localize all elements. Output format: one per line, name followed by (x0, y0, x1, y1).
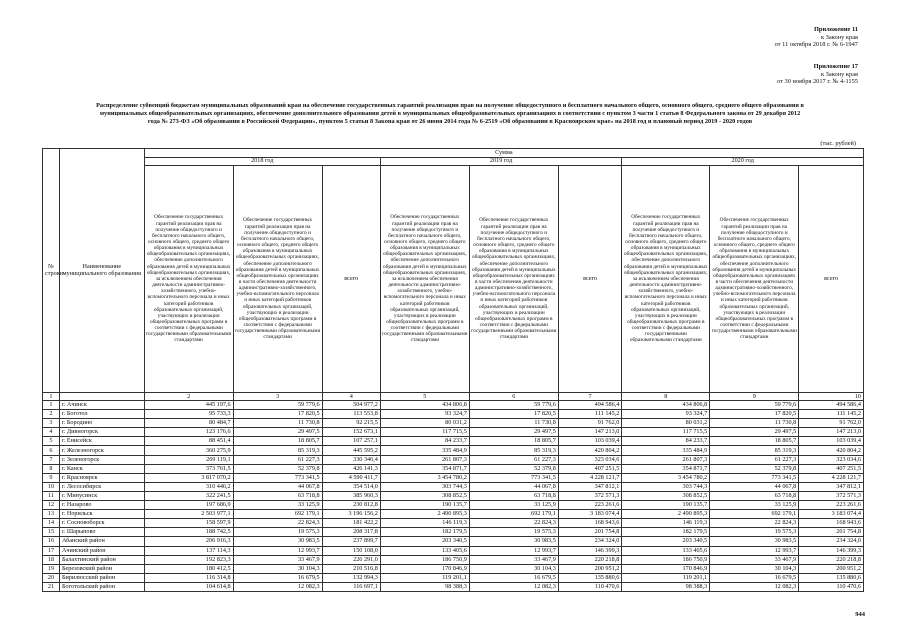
appendix-11-block (775, 26, 858, 49)
amount-cell: 103 039,4 (799, 437, 864, 446)
amount-cell: 61 227,3 (233, 455, 322, 464)
column-index (59, 393, 144, 401)
amount-cell: 494 586,4 (558, 401, 622, 410)
amount-cell: 133 405,6 (380, 546, 469, 555)
amount-cell: 360 275,9 (144, 446, 233, 455)
amount-cell: 170 846,9 (380, 564, 469, 573)
row-number: 5 (43, 437, 60, 446)
amount-cell: 234 324,0 (799, 537, 864, 546)
row-number: 9 (43, 473, 60, 482)
amount-cell: 692 179,1 (469, 510, 558, 519)
amount-cell: 30 104,3 (710, 564, 799, 573)
amount-cell: 420 804,2 (799, 446, 864, 455)
column-index: 7 (558, 393, 622, 401)
amount-cell: 12 993,7 (469, 546, 558, 555)
amount-cell: 29 497,5 (469, 428, 558, 437)
municipality-name: г. Енисейск (59, 437, 144, 446)
amount-cell: 111 145,2 (799, 410, 864, 419)
page-number: 944 (855, 611, 865, 618)
amount-cell: 33 467,9 (469, 555, 558, 564)
table-row (43, 546, 864, 555)
amount-cell: 93 324,7 (380, 410, 469, 419)
row-number: 8 (43, 464, 60, 473)
amount-cell: 52 379,8 (710, 464, 799, 473)
amount-cell: 226 291,0 (322, 555, 380, 564)
amount-cell: 322 241,5 (144, 491, 233, 500)
amount-cell: 200 951,2 (799, 564, 864, 573)
row-number: 18 (43, 555, 60, 564)
amount-cell: 84 233,7 (622, 437, 710, 446)
column-index: 10 (799, 393, 864, 401)
amount-cell: 135 880,6 (799, 573, 864, 582)
amount-cell: 18 805,7 (233, 437, 322, 446)
amount-cell: 3 196 156,2 (322, 510, 380, 519)
amount-cell: 12 082,3 (233, 582, 322, 591)
column-index: 5 (380, 393, 469, 401)
row-number: 3 (43, 419, 60, 428)
amount-cell: 200 951,2 (558, 564, 622, 573)
amount-cell: 61 227,3 (710, 455, 799, 464)
amount-cell: 445 197,6 (144, 401, 233, 410)
amount-cell: 335 484,9 (622, 446, 710, 455)
amount-cell: 19 575,3 (710, 528, 799, 537)
amount-cell: 4 228 121,7 (799, 473, 864, 482)
amount-cell: 33 125,9 (710, 501, 799, 510)
row-number: 4 (43, 428, 60, 437)
amount-cell: 17 820,5 (233, 410, 322, 419)
amount-cell: 303 744,3 (380, 482, 469, 491)
amount-cell: 3 454 780,2 (380, 473, 469, 482)
amount-cell: 63 718,8 (710, 491, 799, 500)
header-2018-total: всего (322, 166, 380, 393)
header-2020-standard: Обеспечение государственных гарантий реализации прав на получение общедоступного и бесплатного начального общего, основного общего, среднего общего образования в муниципальных общеобразовательных организациях, обеспечение дополнительного образования детей в муниципальных общеобразовательных организациях, за исключением обеспечения деятельности административно-хозяйственного, учебно-вспомогательного персонала и иных категорий работников образовательных организаций, участвующих в реализации общеобразовательных программ в соответствии с федеральными государственными образовательными стандартами (622, 166, 710, 393)
table-row (43, 410, 864, 419)
amount-cell: 261 807,3 (380, 455, 469, 464)
amount-cell: 146 399,3 (558, 546, 622, 555)
amount-cell: 44 067,8 (469, 482, 558, 491)
amount-cell: 197 686,9 (144, 501, 233, 510)
amount-cell: 18 805,7 (710, 437, 799, 446)
amount-cell: 113 553,8 (322, 410, 380, 419)
row-number: 7 (43, 455, 60, 464)
amount-cell: 85 319,3 (710, 446, 799, 455)
amount-cell: 33 125,9 (233, 501, 322, 510)
amount-cell: 308 852,5 (622, 491, 710, 500)
amount-cell: 111 145,2 (558, 410, 622, 419)
municipality-name: г. Норильск (59, 510, 144, 519)
table-row (43, 419, 864, 428)
amount-cell: 29 497,5 (710, 428, 799, 437)
column-index: 8 (622, 393, 710, 401)
municipality-name: Ачинский район (59, 546, 144, 555)
amount-cell: 3 183 074,4 (558, 510, 622, 519)
amount-cell: 146 399,3 (799, 546, 864, 555)
amount-cell: 29 497,5 (233, 428, 322, 437)
amount-cell: 210 516,8 (322, 564, 380, 573)
amount-cell: 330 346,4 (322, 455, 380, 464)
amount-cell: 12 082,3 (710, 582, 799, 591)
amount-cell: 186 750,9 (380, 555, 469, 564)
amount-cell: 116 697,1 (322, 582, 380, 591)
table-row (43, 555, 864, 564)
amount-cell: 63 718,8 (233, 491, 322, 500)
table-row (43, 491, 864, 500)
amount-cell: 59 779,6 (710, 401, 799, 410)
municipality-name: г. Бородино (59, 419, 144, 428)
subsidy-table (42, 148, 864, 592)
amount-cell: 18 805,7 (469, 437, 558, 446)
amount-cell: 16 679,5 (233, 573, 322, 582)
amount-cell: 22 824,3 (233, 519, 322, 528)
amount-cell: 117 715,5 (622, 428, 710, 437)
amount-cell: 11 730,8 (233, 419, 322, 428)
municipality-name: г. Красноярск (59, 473, 144, 482)
amount-cell: 3 183 074,4 (799, 510, 864, 519)
amount-cell: 261 807,3 (622, 455, 710, 464)
amount-cell: 33 467,9 (233, 555, 322, 564)
amount-cell: 2 490 895,3 (622, 510, 710, 519)
amount-cell: 107 257,1 (322, 437, 380, 446)
amount-cell: 146 119,3 (622, 519, 710, 528)
appendix-17-title: Приложение 17 (813, 63, 858, 70)
amount-cell: 434 806,8 (622, 401, 710, 410)
municipality-name: г. Лесосибирск (59, 482, 144, 491)
header-year-2020: 2020 год (622, 158, 864, 166)
amount-cell: 95 733,3 (144, 410, 233, 419)
amount-cell: 150 108,0 (322, 546, 380, 555)
amount-cell: 190 135,7 (622, 501, 710, 510)
document-title (30, 102, 870, 126)
amount-cell: 220 218,8 (558, 555, 622, 564)
amount-cell: 119 201,1 (622, 573, 710, 582)
header-2019-support-staff: Обеспечение государственных гарантий реализации прав на получение общедоступного и бесплатного начального общего, основного общего, среднего общего образования в муниципальных общеобразовательных организациях, обеспечение дополнительного образования детей в муниципальных общеобразовательных организациях в части обеспечения деятельности административно-хозяйственного, учебно-вспомогательного персонала и иных категорий работников образовательных организаций, участвующих в реализации общеобразовательных программ в соответствии с федеральными государственными образовательными стандартами (469, 166, 558, 393)
table-row (43, 528, 864, 537)
amount-cell: 237 899,7 (322, 537, 380, 546)
amount-cell: 19 575,3 (233, 528, 322, 537)
amount-cell: 158 597,9 (144, 519, 233, 528)
amount-cell: 201 754,8 (558, 528, 622, 537)
amount-cell: 494 586,4 (799, 401, 864, 410)
amount-cell: 93 324,7 (622, 410, 710, 419)
column-index: 1 (43, 393, 60, 401)
title-line-1: Распределение субвенций бюджетам муниципальных образований края на обеспечение государственных гарантий реализации прав на получение общедоступного и бесплатного начального общего, основного общего, среднего общего образования в (96, 102, 804, 109)
table-row (43, 573, 864, 582)
amount-cell: 123 176,6 (144, 428, 233, 437)
title-line-3: года № 273-ФЗ «Об образовании в Российской Федерации», пунктом 5 статьи 8 Закона края от 26 июня 2014 года № 6-2519 «Об образовании в Красноярском крае» на 2018 год и плановый период 2019 - 2020 годов (147, 118, 753, 125)
amount-cell: 170 846,9 (622, 564, 710, 573)
amount-cell: 59 779,6 (233, 401, 322, 410)
appendix-17-block (777, 63, 858, 86)
units-label: (тыс. рублей) (820, 140, 856, 147)
amount-cell: 407 251,5 (558, 464, 622, 473)
row-number: 11 (43, 491, 60, 500)
amount-cell: 188 742,5 (144, 528, 233, 537)
municipality-name: Балахтинский район (59, 555, 144, 564)
amount-cell: 92 215,5 (322, 419, 380, 428)
amount-cell: 80 031,2 (380, 419, 469, 428)
amount-cell: 17 820,5 (469, 410, 558, 419)
row-number: 19 (43, 564, 60, 573)
row-number: 10 (43, 482, 60, 491)
amount-cell: 16 679,5 (469, 573, 558, 582)
municipality-name: г. Минусинск (59, 491, 144, 500)
amount-cell: 110 470,6 (558, 582, 622, 591)
municipality-name: г. Железногорск (59, 446, 144, 455)
amount-cell: 354 871,7 (380, 464, 469, 473)
amount-cell: 203 340,5 (622, 537, 710, 546)
amount-cell: 223 261,6 (558, 501, 622, 510)
amount-cell: 385 960,3 (322, 491, 380, 500)
amount-cell: 2 490 895,3 (380, 510, 469, 519)
amount-cell: 33 467,9 (710, 555, 799, 564)
amount-cell: 773 341,5 (233, 473, 322, 482)
amount-cell: 773 341,5 (469, 473, 558, 482)
amount-cell: 426 141,3 (322, 464, 380, 473)
amount-cell: 17 820,5 (710, 410, 799, 419)
amount-cell: 98 388,3 (380, 582, 469, 591)
municipality-name: г. Дивногорск (59, 428, 144, 437)
header-2019-standard: Обеспечение государственных гарантий реализации прав на получение общедоступного и бесплатного начального общего, основного общего, среднего общего образования в муниципальных общеобразовательных организациях, обеспечение дополнительного образования детей в муниципальных общеобразовательных организациях, за исключением обеспечения деятельности административно-хозяйственного, учебно-вспомогательного персонала и иных категорий работников образовательных организаций, участвующих в реализации общеобразовательных программ в соответствии с федеральными государственными образовательными стандартами (380, 166, 469, 393)
amount-cell: 310 446,2 (144, 482, 233, 491)
amount-cell: 203 340,5 (380, 537, 469, 546)
column-index: 4 (322, 393, 380, 401)
amount-cell: 303 744,3 (622, 482, 710, 491)
table-row (43, 401, 864, 410)
table-row (43, 464, 864, 473)
amount-cell: 420 804,2 (558, 446, 622, 455)
amount-cell: 63 718,8 (469, 491, 558, 500)
amount-cell: 372 571,3 (558, 491, 622, 500)
row-number: 6 (43, 446, 60, 455)
column-index-row (43, 393, 864, 401)
row-number: 15 (43, 528, 60, 537)
appendix-11-date: от 11 октября 2018 г. № 6-1947 (774, 41, 858, 49)
amount-cell: 119 201,1 (380, 573, 469, 582)
amount-cell: 181 422,2 (322, 519, 380, 528)
row-number: 1 (43, 401, 60, 410)
amount-cell: 206 916,3 (144, 537, 233, 546)
amount-cell: 146 119,3 (380, 519, 469, 528)
amount-cell: 11 730,8 (710, 419, 799, 428)
amount-cell: 33 125,9 (469, 501, 558, 510)
column-index: 3 (233, 393, 322, 401)
table-row (43, 455, 864, 464)
amount-cell: 182 179,5 (380, 528, 469, 537)
row-number: 13 (43, 510, 60, 519)
amount-cell: 16 679,5 (710, 573, 799, 582)
amount-cell: 3 454 780,2 (622, 473, 710, 482)
table-row (43, 446, 864, 455)
amount-cell: 347 812,1 (558, 482, 622, 491)
amount-cell: 323 034,6 (558, 455, 622, 464)
municipality-name: г. Сосновоборск (59, 519, 144, 528)
amount-cell: 52 379,8 (469, 464, 558, 473)
amount-cell: 85 319,3 (233, 446, 322, 455)
header-2020-support-staff: Обеспечение государственных гарантий реализации прав на получение общедоступного и бесплатного начального общего, основного общего, среднего общего образования в муниципальных общеобразовательных организациях, обеспечение дополнительного образования детей в муниципальных общеобразовательных организациях в части обеспечения деятельности административно-хозяйственного, учебно-вспомогательного персонала и иных категорий работников образовательных организаций, участвующих в реализации общеобразовательных программ в соответствии с федеральными государственными образовательными стандартами (710, 166, 799, 393)
amount-cell: 504 977,2 (322, 401, 380, 410)
amount-cell: 152 673,1 (322, 428, 380, 437)
amount-cell: 30 983,5 (233, 537, 322, 546)
table-row (43, 501, 864, 510)
amount-cell: 91 762,0 (558, 419, 622, 428)
row-number: 17 (43, 546, 60, 555)
amount-cell: 223 261,6 (799, 501, 864, 510)
amount-cell: 208 317,8 (322, 528, 380, 537)
row-number: 14 (43, 519, 60, 528)
header-2018-support-staff: Обеспечение государственных гарантий реализации прав на получение общедоступного и бесплатного начального общего, основного общего, среднего общего образования в муниципальных общеобразовательных организациях, обеспечение дополнительного образования детей в муниципальных общеобразовательных организациях в части обеспечения деятельности административно-хозяйственного, учебно-вспомогательного персонала и иных категорий работников образовательных организаций, участвующих в реализации общеобразовательных программ в соответствии с федеральными государственными образовательными стандартами (233, 166, 322, 393)
table-row (43, 582, 864, 591)
row-number: 20 (43, 573, 60, 582)
amount-cell: 4 590 411,7 (322, 473, 380, 482)
amount-cell: 692 179,1 (710, 510, 799, 519)
amount-cell: 220 218,8 (799, 555, 864, 564)
amount-cell: 445 595,2 (322, 446, 380, 455)
table-row (43, 537, 864, 546)
amount-cell: 11 730,8 (469, 419, 558, 428)
amount-cell: 84 233,7 (380, 437, 469, 446)
table-row (43, 482, 864, 491)
amount-cell: 98 388,3 (622, 582, 710, 591)
amount-cell: 59 779,6 (469, 401, 558, 410)
row-number: 21 (43, 582, 60, 591)
amount-cell: 354 514,0 (322, 482, 380, 491)
title-line-2: муниципальных общеобразовательных организациях, обеспечение дополнительного образования детей в муниципальных общеобразовательных организациях в соответствии с пунктом 3 части 1 статьи 8 Федерального закона от 29 декабря 2012 (99, 110, 801, 117)
amount-cell: 116 314,8 (144, 573, 233, 582)
amount-cell: 186 750,9 (622, 555, 710, 564)
appendix-11-law: к Закону края (820, 33, 858, 41)
amount-cell: 52 379,8 (233, 464, 322, 473)
municipality-name: Березовский район (59, 564, 144, 573)
amount-cell: 135 880,6 (558, 573, 622, 582)
municipality-name: г. Шарыпово (59, 528, 144, 537)
amount-cell: 168 943,6 (558, 519, 622, 528)
table-row (43, 519, 864, 528)
table-row (43, 564, 864, 573)
column-index: 2 (144, 393, 233, 401)
amount-cell: 347 812,1 (799, 482, 864, 491)
amount-cell: 269 119,1 (144, 455, 233, 464)
column-index: 9 (710, 393, 799, 401)
amount-cell: 773 341,5 (710, 473, 799, 482)
table-row (43, 428, 864, 437)
amount-cell: 12 993,7 (233, 546, 322, 555)
amount-cell: 201 754,8 (799, 528, 864, 537)
header-2018-standard: Обеспечение государственных гарантий реализации прав на получение общедоступного и бесплатного начального общего, основного общего, среднего общего образования в муниципальных общеобразовательных организациях, обеспечение дополнительного образования детей в муниципальных общеобразовательных организациях, за исключением обеспечения деятельности административно-хозяйственного, учебно-вспомогательного персонала и иных категорий работников образовательных организаций, участвующих в реализации общеобразовательных программ в соответствии с федеральными государственными образовательными стандартами (144, 166, 233, 393)
amount-cell: 373 761,5 (144, 464, 233, 473)
column-index: 6 (469, 393, 558, 401)
header-sum: Сумма (144, 149, 863, 158)
amount-cell: 61 227,3 (469, 455, 558, 464)
table-row (43, 473, 864, 482)
amount-cell: 407 251,5 (799, 464, 864, 473)
amount-cell: 4 228 121,7 (558, 473, 622, 482)
amount-cell: 110 470,6 (799, 582, 864, 591)
appendix-17-date: от 30 ноября 2017 г. № 4-1155 (777, 78, 858, 86)
amount-cell: 44 067,8 (710, 482, 799, 491)
header-year-2019: 2019 год (380, 158, 621, 166)
appendix-17-law: к Закону края (820, 70, 858, 78)
amount-cell: 30 104,3 (469, 564, 558, 573)
municipality-name: г. Ачинск (59, 401, 144, 410)
amount-cell: 335 484,9 (380, 446, 469, 455)
amount-cell: 190 135,7 (380, 501, 469, 510)
table-header (43, 149, 864, 393)
municipality-name: Бирилюсский район (59, 573, 144, 582)
table-body (43, 393, 864, 592)
amount-cell: 22 824,3 (710, 519, 799, 528)
amount-cell: 22 824,3 (469, 519, 558, 528)
municipality-name: г. Зеленогорск (59, 455, 144, 464)
amount-cell: 44 067,8 (233, 482, 322, 491)
row-number: 12 (43, 501, 60, 510)
amount-cell: 80 031,2 (622, 419, 710, 428)
amount-cell: 354 871,7 (622, 464, 710, 473)
amount-cell: 323 034,6 (799, 455, 864, 464)
amount-cell: 12 993,7 (710, 546, 799, 555)
table-row (43, 510, 864, 519)
municipality-name: Боготольский район (59, 582, 144, 591)
amount-cell: 180 412,5 (144, 564, 233, 573)
municipality-name: г. Канск (59, 464, 144, 473)
amount-cell: 88 451,4 (144, 437, 233, 446)
header-2019-total: всего (558, 166, 622, 393)
header-2020-total: всего (799, 166, 864, 393)
header-year-2018: 2018 год (144, 158, 380, 166)
amount-cell: 192 823,3 (144, 555, 233, 564)
amount-cell: 3 817 070,2 (144, 473, 233, 482)
table-row (43, 437, 864, 446)
amount-cell: 234 324,0 (558, 537, 622, 546)
amount-cell: 692 179,1 (233, 510, 322, 519)
amount-cell: 30 104,3 (233, 564, 322, 573)
amount-cell: 147 213,0 (799, 428, 864, 437)
amount-cell: 182 179,5 (622, 528, 710, 537)
amount-cell: 91 762,0 (799, 419, 864, 428)
municipality-name: г. Боготол (59, 410, 144, 419)
amount-cell: 80 484,7 (144, 419, 233, 428)
amount-cell: 230 812,8 (322, 501, 380, 510)
appendix-11-title: Приложение 11 (813, 26, 858, 33)
header-row-number: № строки (43, 149, 60, 393)
amount-cell: 103 039,4 (558, 437, 622, 446)
row-number: 2 (43, 410, 60, 419)
amount-cell: 12 082,3 (469, 582, 558, 591)
amount-cell: 85 319,3 (469, 446, 558, 455)
amount-cell: 147 213,0 (558, 428, 622, 437)
amount-cell: 168 943,6 (799, 519, 864, 528)
municipality-name: г. Назарово (59, 501, 144, 510)
amount-cell: 434 806,8 (380, 401, 469, 410)
amount-cell: 30 983,5 (469, 537, 558, 546)
amount-cell: 30 983,5 (710, 537, 799, 546)
amount-cell: 117 715,5 (380, 428, 469, 437)
amount-cell: 372 571,3 (799, 491, 864, 500)
amount-cell: 133 405,6 (622, 546, 710, 555)
row-number: 16 (43, 537, 60, 546)
amount-cell: 137 114,3 (144, 546, 233, 555)
amount-cell: 132 994,3 (322, 573, 380, 582)
amount-cell: 308 852,5 (380, 491, 469, 500)
amount-cell: 19 575,3 (469, 528, 558, 537)
municipality-name: Абанский район (59, 537, 144, 546)
header-municipality: Наименование муниципального образования (59, 149, 144, 393)
amount-cell: 2 503 977,1 (144, 510, 233, 519)
amount-cell: 104 614,8 (144, 582, 233, 591)
